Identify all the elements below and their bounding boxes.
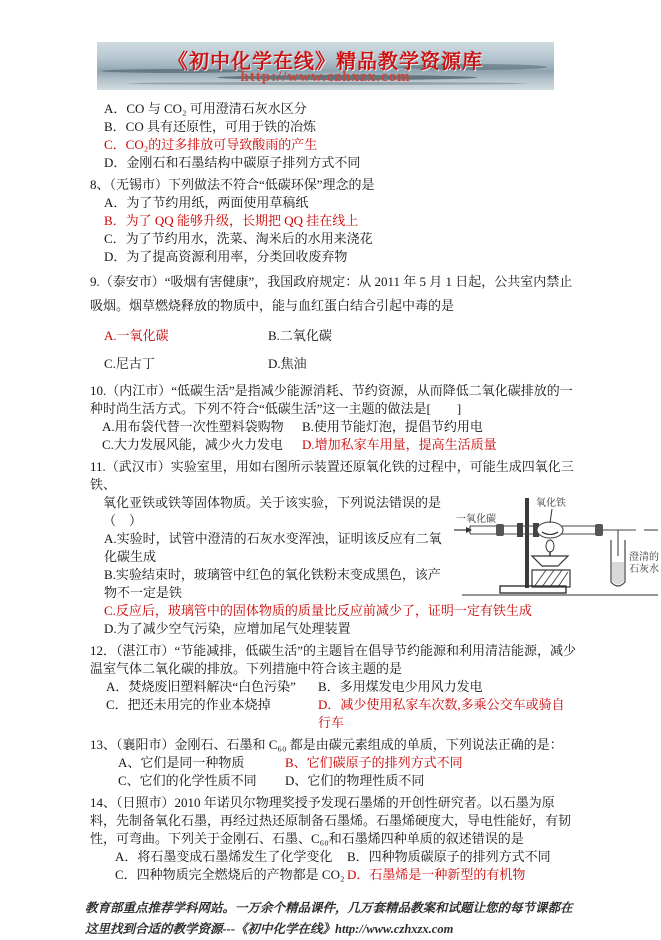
option-b: B．多用煤发电少用风力发电 — [318, 679, 483, 694]
question-stem-line1: 11.（武汉市）实验室里，用如右图所示装置还原氧化铁的过程中，可能生成四氧化三铁、 — [90, 459, 574, 492]
question-8 — [90, 176, 577, 266]
option-a: A、它们是同一种物质 — [118, 755, 245, 770]
option-c: C、它们的化学性质不同 — [118, 773, 257, 788]
rubber-stopper-left — [496, 524, 504, 536]
options-grid — [90, 678, 577, 732]
options-grid — [90, 418, 577, 454]
option-c-answer: C.反应后，玻璃管中的固体物质的质量比反应前减少了，证明一定有铁生成 — [104, 603, 532, 618]
option-d-answer: D.增加私家车用量，提高生活质量 — [302, 437, 497, 452]
label-pointer-line — [550, 509, 552, 523]
question-stem: 12．（湛江市）“节能减排，低碳生活”的主题旨在倡导节约能源和利用清洁能源，减少温室气体二氧化碳的排放。下列措施中符合该主题的是 — [90, 643, 577, 676]
option-a: A.实验时，试管中澄清的石灰水变浑浊，证明该反应有二氧化碳生成 — [104, 531, 442, 564]
question-13 — [90, 736, 577, 790]
question-12 — [90, 642, 577, 732]
co-reduction-apparatus-diagram — [454, 494, 661, 600]
option-d: D.焦油 — [268, 356, 307, 371]
option-c: C.大力发展风能，减少火力发电 — [102, 437, 283, 452]
option-d-answer: D．减少使用私家车次数,多乘公交车或骑自行车 — [318, 697, 565, 730]
options-grid — [90, 754, 577, 790]
site-banner — [97, 42, 554, 90]
question-stem: 8、（无锡市）下列做法不符合“低碳环保”理念的是 — [90, 177, 375, 192]
option-d-answer: D．石墨烯是一种新型的有机物 — [347, 867, 526, 882]
question-11 — [90, 458, 659, 638]
label-iron-oxide: 氧化铁 — [536, 498, 566, 509]
banner-url: http://www.czhxzx.com — [240, 69, 411, 85]
options-grid — [90, 848, 577, 884]
option-c: C．把还未用完的作业本烧掉 — [106, 697, 271, 712]
option-b: B.实验结束时，玻璃管中红色的氧化铁粉末变成黑色，该产物不一定是铁 — [104, 567, 441, 600]
label-limewater-line2: 石灰水 — [629, 564, 659, 575]
option-a: A．将石墨变成石墨烯发生了化学变化 — [115, 849, 333, 864]
option-b: B．CO 具有还原性，可用于铁的冶炼 — [104, 119, 316, 134]
question-stem-line3: （ ） — [103, 513, 143, 528]
option-a: A．焚烧废旧塑料解决“白色污染” — [106, 679, 296, 694]
question-10 — [90, 382, 577, 454]
option-b: B．四种物质碳原子的排列方式不同 — [347, 849, 551, 864]
option-b: B.使用节能灯泡，提倡节约用电 — [302, 419, 483, 434]
question-7-options — [90, 100, 577, 172]
question-14 — [90, 794, 577, 884]
question-stem: 10.（内江市）“低碳生活”是指减少能源消耗、节约资源，从而降低二氧化碳排放的一种时尚生活方式。下列不符合“低碳生活”这一主题的做法是[ ] — [90, 383, 573, 416]
question-stem: 14、（日照市）2010 年诺贝尔物理奖授予发现石墨烯的开创性研究者。以石墨为原料，先制备氧化石墨，再经过热还原制备石墨烯。石墨烯硬度大，导电性能好，有韧性，可弯曲。下列关于金刚石、石墨、C₆₀和石墨烯四种单质的叙述错误的是 — [90, 795, 572, 846]
co-inlet-arrow — [454, 527, 472, 533]
option-d: D．金刚石和石墨结构中碳原子排列方式不同 — [104, 155, 361, 170]
option-a: A．为了节约用纸，两面使用草稿纸 — [104, 195, 309, 210]
option-d: D、它们的物理性质不同 — [285, 773, 425, 788]
question-9 — [90, 270, 577, 378]
option-c: C．为了节约用水，洗菜、淘米后的水用来浇花 — [104, 231, 373, 246]
rubber-stopper-right — [595, 524, 603, 536]
label-limewater-line1: 澄清的 — [629, 552, 659, 563]
option-c: C．四种物质完全燃烧后的产物都是 CO₂ — [115, 867, 345, 882]
option-c: C.尼古丁 — [104, 356, 155, 371]
alcohol-lamp — [532, 540, 570, 587]
option-a: A．CO 与 CO₂ 可用澄清石灰水区分 — [104, 101, 307, 116]
option-b-answer: B、它们碳原子的排列方式不同 — [285, 755, 463, 770]
option-b-answer: B．为了 QQ 能够升级，长期把 QQ 挂在线上 — [104, 213, 359, 228]
option-d: D．为了提高资源利用率，分类回收废弃物 — [104, 249, 348, 264]
option-a-answer: A.一氧化碳 — [104, 328, 169, 343]
question-stem-line2: 氧化亚铁或铁等固体物质。关于该实验，下列说法错误的是 — [103, 495, 442, 510]
option-d: D.为了减少空气污染，应增加尾气处理装置 — [104, 621, 351, 636]
label-carbon-monoxide: 一氧化碳 — [456, 514, 496, 525]
question-stem: 13、（襄阳市）金刚石、石墨和 C₆₀ 都是由碳元素组成的单质，下列说法正确的是： — [90, 737, 563, 752]
options-grid — [90, 322, 577, 378]
footer-promo-text: 教育部重点推荐学科网站。一万余个精品课件，几万套精品教案和试题让您的每节课都在这里找到合适的教学资源---《初中化学在线》http://www.czhxzx.com — [85, 901, 573, 936]
banner-title: 《初中化学在线》精品教学资源库 — [168, 51, 483, 73]
option-c-answer: C．CO₂的过多排放可导致酸雨的产生 — [104, 137, 318, 152]
option-b: B.二氧化碳 — [268, 328, 332, 343]
option-a: A.用布袋代替一次性塑料袋购物 — [102, 419, 284, 434]
question-stem: 9.（泰安市）“吸烟有害健康”，我国政府规定：从 2011 年 5 月 1 日起，公共室内禁止吸烟。烟草燃烧释放的物质中，能与血红蛋白结合引起中毒的是 — [90, 274, 573, 313]
